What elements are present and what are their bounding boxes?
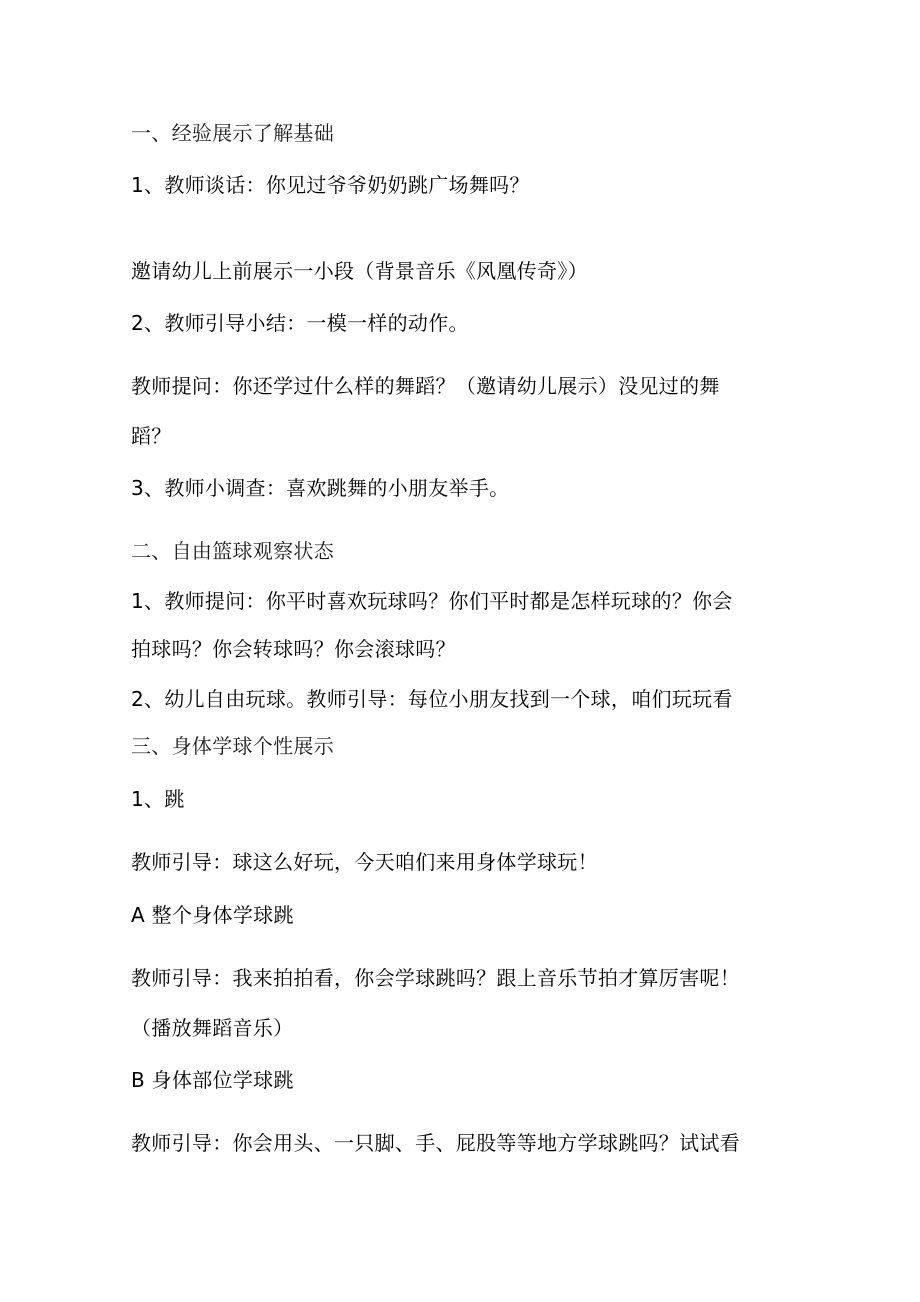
paragraph-line: 3、教师小调查：喜欢跳舞的小朋友举手。 bbox=[131, 476, 510, 500]
paragraph-line: 教师提问：你还学过什么样的舞蹈？（邀请幼儿展示）没见过的舞 bbox=[131, 374, 720, 398]
paragraph-line: 1、跳 bbox=[131, 787, 185, 811]
paragraph-line: 邀请幼儿上前展示一小段（背景音乐《风凰传奇》） bbox=[131, 259, 588, 283]
section-heading-3: 三、身体学球个性展示 bbox=[131, 734, 334, 758]
paragraph-line: 教师引导：我来拍拍看，你会学球跳吗？跟上音乐节拍才算厉害呢！ bbox=[131, 966, 740, 990]
paragraph-line: 2、教师引导小结：一模一样的动作。 bbox=[131, 311, 469, 335]
paragraph-line: A 整个身体学球跳 bbox=[131, 903, 294, 927]
paragraph-line: 教师引导：球这么好玩，今天咱们来用身体学球玩！ bbox=[131, 850, 598, 874]
paragraph-line: 教师引导：你会用头、一只脚、手、屁股等等地方学球跳吗？试试看 bbox=[131, 1131, 740, 1155]
paragraph-line: B 身体部位学球跳 bbox=[131, 1068, 294, 1092]
paragraph-line: 拍球吗？你会转球吗？你会滚球吗？ bbox=[131, 637, 456, 661]
paragraph-line: 蹈？ bbox=[131, 424, 172, 448]
paragraph-line: 1、教师谈话：你见过爷爷奶奶跳广场舞吗？ bbox=[131, 173, 530, 197]
section-heading-2: 二、自由篮球观察状态 bbox=[131, 539, 334, 563]
paragraph-line: 2、幼儿自由玩球。教师引导：每位小朋友找到一个球，咱们玩玩看 bbox=[131, 687, 733, 711]
section-heading-1: 一、经验展示了解基础 bbox=[131, 121, 334, 145]
paragraph-line: （播放舞蹈音乐） bbox=[131, 1016, 294, 1040]
paragraph-line: 1、教师提问：你平时喜欢玩球吗？你们平时都是怎样玩球的？你会 bbox=[131, 589, 733, 613]
